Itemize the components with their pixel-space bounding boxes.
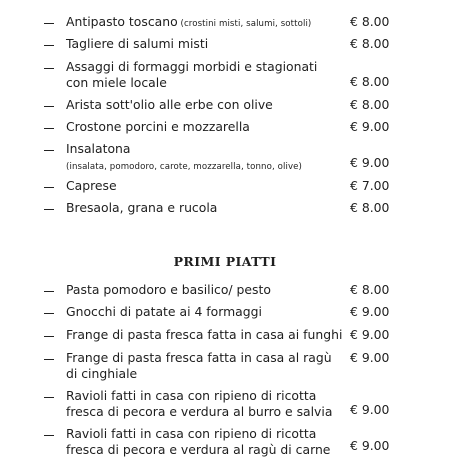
menu-item-price: € 9.00 — [350, 155, 390, 170]
dash-bullet — [44, 313, 54, 314]
menu-item-text: Ravioli fatti in casa con ripieno di ricotta — [66, 426, 317, 441]
menu-item-text: Tagliere di salumi misti — [66, 36, 209, 51]
dash-bullet — [44, 150, 54, 151]
menu-item-price: € 9.00 — [350, 119, 390, 134]
menu-item-name — [66, 14, 311, 32]
menu-item-text: Bresaola, grana e rucola — [66, 200, 218, 215]
menu-item-name — [66, 119, 250, 135]
menu-item-description — [66, 159, 302, 175]
dash-bullet — [44, 45, 54, 46]
menu-item-price: € 9.00 — [350, 350, 390, 365]
menu-item-text: di cinghiale — [66, 366, 138, 381]
menu-item-name — [66, 327, 342, 343]
menu-item-text: Pasta pomodoro e basilico/ pesto — [66, 282, 271, 297]
dash-bullet — [44, 291, 54, 292]
menu-item-name — [66, 304, 262, 320]
menu-item-text: Insalatona — [66, 141, 131, 156]
dash-bullet — [44, 209, 54, 210]
menu-item-text: Crostone porcini e mozzarella — [66, 119, 250, 134]
menu-item-name — [66, 178, 117, 194]
dash-bullet — [44, 336, 54, 337]
menu-item-text: Antipasto toscano — [66, 14, 178, 29]
menu-item-name — [66, 59, 317, 75]
menu-item-price: € 9.00 — [350, 304, 390, 319]
menu-item-name — [66, 97, 273, 113]
menu-item-text: Caprese — [66, 178, 117, 193]
menu-item-price: € 9.00 — [350, 438, 390, 453]
menu-item-text: Frange di pasta fresca fatta in casa al ragù — [66, 350, 332, 365]
menu-item-name — [66, 404, 332, 420]
dash-bullet — [44, 106, 54, 107]
menu-item-text: Ravioli fatti in casa con ripieno di ricotta — [66, 388, 317, 403]
menu-item-name — [66, 426, 316, 442]
menu-item-name — [66, 75, 167, 91]
menu-item-price: € 8.00 — [350, 36, 390, 51]
menu-item-price: € 8.00 — [350, 282, 390, 297]
menu-item-price: € 8.00 — [350, 14, 390, 29]
menu-item-text: fresca di pecora e verdura al ragù di carne — [66, 442, 331, 457]
menu-item-price: € 8.00 — [350, 97, 390, 112]
menu-item-name — [66, 282, 271, 298]
dash-bullet — [44, 359, 54, 360]
dash-bullet — [44, 128, 54, 129]
menu-item-name — [66, 442, 330, 458]
menu-item-text: fresca di pecora e verdura al burro e salvia — [66, 404, 333, 419]
dash-bullet — [44, 397, 54, 398]
menu-item-name — [66, 141, 130, 157]
menu-item-name — [66, 200, 217, 216]
menu-item-name — [66, 388, 316, 404]
menu-item-price: € 7.00 — [350, 178, 390, 193]
menu-item-text: con miele locale — [66, 75, 167, 90]
menu-item-note: (crostini misti, salumi, sottoli) — [177, 19, 312, 29]
dash-bullet — [44, 435, 54, 436]
menu-item-price: € 8.00 — [350, 200, 390, 215]
menu-item-price: € 8.00 — [350, 74, 390, 89]
menu-item-name — [66, 36, 208, 52]
menu-item-text: Assaggi di formaggi morbidi e stagionati — [66, 59, 318, 74]
section-title-primi-piatti: PRIMI PIATTI — [173, 254, 277, 269]
dash-bullet — [44, 68, 54, 69]
menu-item-text: Gnocchi di patate ai 4 formaggi — [66, 304, 262, 319]
menu-item-price: € 9.00 — [350, 402, 390, 417]
menu-item-text: Arista sott'olio alle erbe con olive — [66, 97, 273, 112]
menu-item-text: Frange di pasta fresca fatta in casa ai funghi — [66, 327, 343, 342]
menu-item-name — [66, 350, 332, 366]
menu-item-text: (insalata, pomodoro, carote, mozzarella, tonno, olive) — [66, 162, 302, 172]
dash-bullet — [44, 187, 54, 188]
dash-bullet — [44, 23, 54, 24]
menu-item-name — [66, 366, 137, 382]
menu-item-price: € 9.00 — [350, 327, 390, 342]
